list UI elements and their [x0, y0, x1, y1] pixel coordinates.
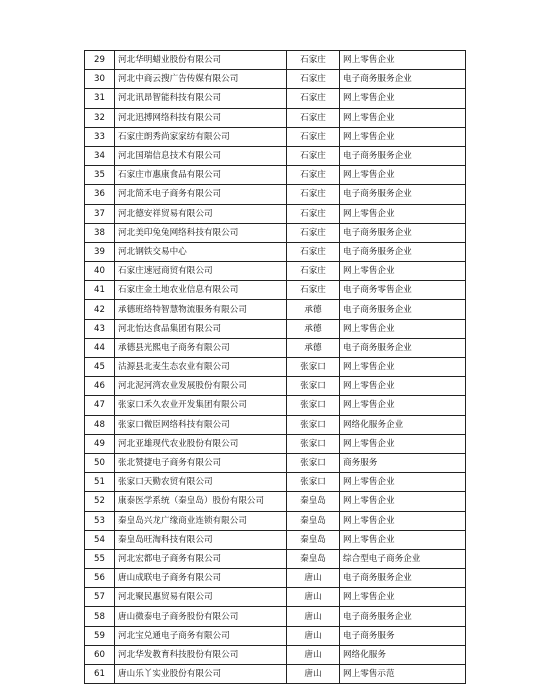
table-row — [85, 549, 466, 568]
table-row — [85, 377, 466, 396]
table-row — [85, 185, 466, 204]
row-number-cell: 38 — [85, 223, 115, 242]
city-cell: 张家口 — [287, 434, 340, 453]
city-cell: 唐山 — [287, 665, 340, 684]
company-name-cell: 唐山微泰电子商务股份有限公司 — [115, 607, 287, 626]
enterprise-type-cell: 网上零售企业 — [340, 89, 466, 108]
company-name-cell: 河北宝兑通电子商务有限公司 — [115, 626, 287, 645]
row-number-cell: 44 — [85, 338, 115, 357]
company-name-cell: 秦皇岛兴龙广缘商业连锁有限公司 — [115, 511, 287, 530]
row-number-cell: 34 — [85, 146, 115, 165]
company-name-cell: 河北华发教育科技股份有限公司 — [115, 645, 287, 664]
row-number-cell: 54 — [85, 530, 115, 549]
row-number-cell: 46 — [85, 377, 115, 396]
table-row — [85, 626, 466, 645]
enterprise-type-cell: 网上零售企业 — [340, 166, 466, 185]
company-name-cell: 康泰医学系统（秦皇岛）股份有限公司 — [115, 492, 287, 511]
enterprise-type-cell: 网上零售企业 — [340, 377, 466, 396]
enterprise-type-cell: 电子商务服务企业 — [340, 300, 466, 319]
city-cell: 石家庄 — [287, 185, 340, 204]
company-name-cell: 张家口禾久农业开发集团有限公司 — [115, 396, 287, 415]
table-row — [85, 51, 466, 70]
row-number-cell: 47 — [85, 396, 115, 415]
enterprise-type-cell: 网络化服务企业 — [340, 415, 466, 434]
table-row — [85, 473, 466, 492]
row-number-cell: 61 — [85, 665, 115, 684]
company-name-cell: 张家口微臣网络科技有限公司 — [115, 415, 287, 434]
enterprise-type-cell: 网上零售企业 — [340, 319, 466, 338]
city-cell: 张家口 — [287, 396, 340, 415]
city-cell: 秦皇岛 — [287, 549, 340, 568]
enterprise-type-cell: 网上零售企业 — [340, 530, 466, 549]
row-number-cell: 37 — [85, 204, 115, 223]
enterprise-type-cell: 电子商务服务企业 — [340, 223, 466, 242]
row-number-cell: 30 — [85, 70, 115, 89]
table-row — [85, 319, 466, 338]
table-row — [85, 338, 466, 357]
company-name-cell: 河北迅搏网络科技有限公司 — [115, 108, 287, 127]
city-cell: 石家庄 — [287, 166, 340, 185]
company-name-cell: 河北聚民惠贸易有限公司 — [115, 588, 287, 607]
row-number-cell: 57 — [85, 588, 115, 607]
company-name-cell: 沽源县北麦生态农业有限公司 — [115, 358, 287, 377]
row-number-cell: 39 — [85, 242, 115, 261]
row-number-cell: 50 — [85, 453, 115, 472]
city-cell: 承德 — [287, 319, 340, 338]
company-table — [84, 50, 466, 684]
enterprise-type-cell: 电子商务服务企业 — [340, 569, 466, 588]
company-name-cell: 张家口天勤农贸有限公司 — [115, 473, 287, 492]
table-row — [85, 453, 466, 472]
table-row — [85, 127, 466, 146]
company-name-cell: 唐山成联电子商务有限公司 — [115, 569, 287, 588]
company-name-cell: 河北国瑞信息技术有限公司 — [115, 146, 287, 165]
row-number-cell: 55 — [85, 549, 115, 568]
table-row — [85, 166, 466, 185]
enterprise-type-cell: 网上零售企业 — [340, 511, 466, 530]
company-name-cell: 石家庄朗秀尚家家纺有限公司 — [115, 127, 287, 146]
enterprise-type-cell: 电子商务服务 — [340, 626, 466, 645]
table-row — [85, 434, 466, 453]
table-row — [85, 108, 466, 127]
company-name-cell: 承德县光熙电子商务有限公司 — [115, 338, 287, 357]
enterprise-type-cell: 电子商务服务企业 — [340, 185, 466, 204]
enterprise-type-cell: 电子商务服务企业 — [340, 242, 466, 261]
table-row — [85, 223, 466, 242]
company-table-body — [85, 51, 466, 684]
table-row — [85, 396, 466, 415]
table-row — [85, 70, 466, 89]
company-name-cell: 唐山乐丫实业股份有限公司 — [115, 665, 287, 684]
company-name-cell: 石家庄金土地农业信息有限公司 — [115, 281, 287, 300]
company-name-cell: 河北泥河湾农业发展股份有限公司 — [115, 377, 287, 396]
table-row — [85, 300, 466, 319]
row-number-cell: 32 — [85, 108, 115, 127]
row-number-cell: 31 — [85, 89, 115, 108]
enterprise-type-cell: 网上零售企业 — [340, 262, 466, 281]
row-number-cell: 43 — [85, 319, 115, 338]
company-name-cell: 河北美印兔兔网络科技有限公司 — [115, 223, 287, 242]
table-row — [85, 588, 466, 607]
table-row — [85, 242, 466, 261]
table-row — [85, 204, 466, 223]
row-number-cell: 40 — [85, 262, 115, 281]
row-number-cell: 60 — [85, 645, 115, 664]
enterprise-type-cell: 网上零售企业 — [340, 127, 466, 146]
table-row — [85, 511, 466, 530]
enterprise-type-cell: 网上零售企业 — [340, 492, 466, 511]
company-name-cell: 河北钢铁交易中心 — [115, 242, 287, 261]
table-row — [85, 262, 466, 281]
company-name-cell: 张北赞捷电子商务有限公司 — [115, 453, 287, 472]
city-cell: 石家庄 — [287, 70, 340, 89]
row-number-cell: 51 — [85, 473, 115, 492]
table-row — [85, 665, 466, 684]
city-cell: 唐山 — [287, 588, 340, 607]
city-cell: 张家口 — [287, 358, 340, 377]
city-cell: 石家庄 — [287, 204, 340, 223]
row-number-cell: 29 — [85, 51, 115, 70]
city-cell: 石家庄 — [287, 262, 340, 281]
city-cell: 石家庄 — [287, 51, 340, 70]
table-row — [85, 415, 466, 434]
row-number-cell: 35 — [85, 166, 115, 185]
row-number-cell: 58 — [85, 607, 115, 626]
table-row — [85, 281, 466, 300]
enterprise-type-cell: 网上零售示范 — [340, 665, 466, 684]
row-number-cell: 45 — [85, 358, 115, 377]
table-row — [85, 645, 466, 664]
city-cell: 石家庄 — [287, 281, 340, 300]
table-row — [85, 358, 466, 377]
company-name-cell: 河北怡达食品集团有限公司 — [115, 319, 287, 338]
company-name-cell: 河北简禾电子商务有限公司 — [115, 185, 287, 204]
enterprise-type-cell: 网上零售企业 — [340, 51, 466, 70]
company-name-cell: 秦皇岛旺淘科技有限公司 — [115, 530, 287, 549]
city-cell: 石家庄 — [287, 223, 340, 242]
table-row — [85, 492, 466, 511]
enterprise-type-cell: 综合型电子商务企业 — [340, 549, 466, 568]
city-cell: 石家庄 — [287, 127, 340, 146]
row-number-cell: 56 — [85, 569, 115, 588]
enterprise-type-cell: 网上零售企业 — [340, 588, 466, 607]
row-number-cell: 49 — [85, 434, 115, 453]
enterprise-type-cell: 电子商务零售企业 — [340, 281, 466, 300]
enterprise-type-cell: 电子商务服务企业 — [340, 607, 466, 626]
enterprise-type-cell: 电子商务服务企业 — [340, 146, 466, 165]
row-number-cell: 41 — [85, 281, 115, 300]
row-number-cell: 53 — [85, 511, 115, 530]
company-name-cell: 石家庄速冠商贸有限公司 — [115, 262, 287, 281]
company-name-cell: 河北宏都电子商务有限公司 — [115, 549, 287, 568]
city-cell: 张家口 — [287, 415, 340, 434]
company-name-cell: 河北华明蜡业股份有限公司 — [115, 51, 287, 70]
table-row — [85, 146, 466, 165]
city-cell: 承德 — [287, 300, 340, 319]
city-cell: 唐山 — [287, 645, 340, 664]
table-row — [85, 569, 466, 588]
city-cell: 唐山 — [287, 569, 340, 588]
city-cell: 唐山 — [287, 607, 340, 626]
city-cell: 承德 — [287, 338, 340, 357]
city-cell: 石家庄 — [287, 89, 340, 108]
city-cell: 石家庄 — [287, 108, 340, 127]
company-name-cell: 河北中商云搜广告传媒有限公司 — [115, 70, 287, 89]
city-cell: 石家庄 — [287, 146, 340, 165]
city-cell: 张家口 — [287, 453, 340, 472]
enterprise-type-cell: 网上零售企业 — [340, 434, 466, 453]
row-number-cell: 52 — [85, 492, 115, 511]
enterprise-type-cell: 网上零售企业 — [340, 396, 466, 415]
enterprise-type-cell: 电子商务服务企业 — [340, 70, 466, 89]
city-cell: 秦皇岛 — [287, 492, 340, 511]
company-name-cell: 石家庄市惠康食品有限公司 — [115, 166, 287, 185]
table-row — [85, 607, 466, 626]
table-row — [85, 530, 466, 549]
row-number-cell: 48 — [85, 415, 115, 434]
enterprise-type-cell: 网上零售企业 — [340, 473, 466, 492]
company-name-cell: 河北讯昂智能科技有限公司 — [115, 89, 287, 108]
city-cell: 张家口 — [287, 473, 340, 492]
enterprise-type-cell: 网上零售企业 — [340, 204, 466, 223]
enterprise-type-cell: 网上零售企业 — [340, 108, 466, 127]
table-row — [85, 89, 466, 108]
enterprise-type-cell: 电子商务服务企业 — [340, 338, 466, 357]
company-name-cell: 河北德安祥贸易有限公司 — [115, 204, 287, 223]
enterprise-type-cell: 商务服务 — [340, 453, 466, 472]
row-number-cell: 36 — [85, 185, 115, 204]
city-cell: 秦皇岛 — [287, 530, 340, 549]
row-number-cell: 59 — [85, 626, 115, 645]
row-number-cell: 42 — [85, 300, 115, 319]
city-cell: 张家口 — [287, 377, 340, 396]
city-cell: 秦皇岛 — [287, 511, 340, 530]
enterprise-type-cell: 网上零售企业 — [340, 358, 466, 377]
company-name-cell: 承德班络特智慧物流服务有限公司 — [115, 300, 287, 319]
company-name-cell: 河北亚雄现代农业股份有限公司 — [115, 434, 287, 453]
row-number-cell: 33 — [85, 127, 115, 146]
city-cell: 石家庄 — [287, 242, 340, 261]
enterprise-type-cell: 网络化服务 — [340, 645, 466, 664]
city-cell: 唐山 — [287, 626, 340, 645]
